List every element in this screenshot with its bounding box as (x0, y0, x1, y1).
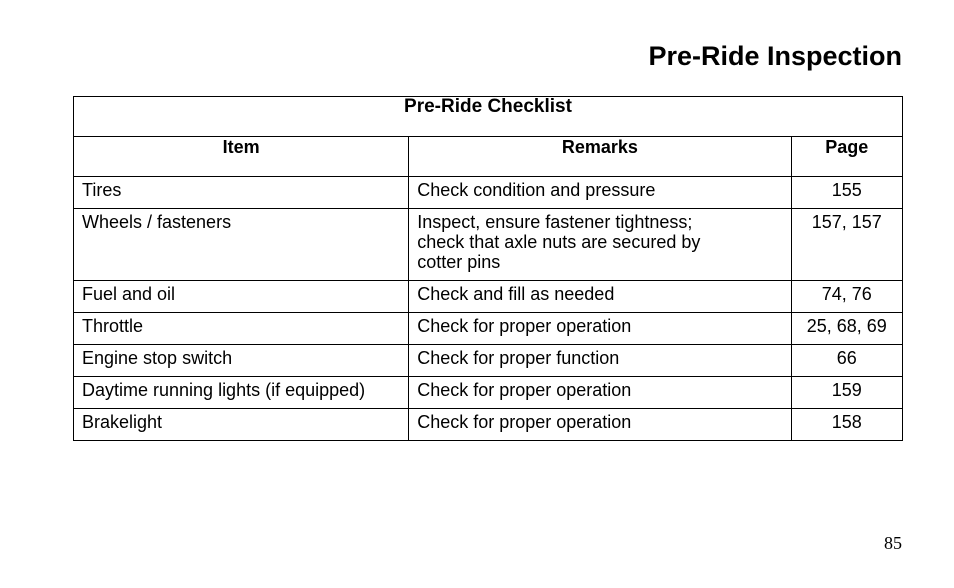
remarks-cell (409, 281, 791, 313)
page-cell: 158 (791, 409, 902, 441)
item-cell: Throttle (74, 313, 409, 345)
remark-line: Check for proper operation (417, 316, 632, 336)
column-header-item: Item (74, 137, 409, 177)
remark-line: check that axle nuts are secured by (417, 232, 701, 252)
page-title: Pre-Ride Inspection (648, 41, 902, 71)
remark-line: Check condition and pressure (417, 180, 656, 200)
item-cell: Wheels / fasteners (74, 209, 409, 281)
remark-line: Inspect, ensure fastener tightness; (417, 212, 693, 232)
remarks-cell (409, 209, 791, 281)
item-cell: Fuel and oil (74, 281, 409, 313)
item-cell: Brakelight (74, 409, 409, 441)
remarks-cell (409, 377, 791, 409)
table-row (74, 313, 903, 345)
table-row (74, 345, 903, 377)
table-row (74, 377, 903, 409)
remark-line: Check for proper operation (417, 380, 632, 400)
remark-line: Check for proper function (417, 348, 620, 368)
page-cell: 66 (791, 345, 902, 377)
column-header-page: Page (791, 137, 902, 177)
column-header-remarks: Remarks (409, 137, 791, 177)
page-number: 85 (884, 533, 902, 553)
remarks-cell (409, 409, 791, 441)
remark-line: Check and fill as needed (417, 284, 615, 304)
remarks-cell (409, 313, 791, 345)
page-cell: 159 (791, 377, 902, 409)
table-caption-row (74, 97, 903, 137)
pre-ride-checklist-table (73, 96, 903, 441)
table-row (74, 177, 903, 209)
table-row (74, 209, 903, 281)
item-cell: Daytime running lights (if equipped) (74, 377, 409, 409)
remarks-cell (409, 177, 791, 209)
table-row (74, 409, 903, 441)
remark-line: Check for proper operation (417, 412, 632, 432)
page-cell: 157, 157 (791, 209, 902, 281)
item-cell: Tires (74, 177, 409, 209)
remark-line: cotter pins (417, 252, 501, 272)
table-caption: Pre-Ride Checklist (74, 97, 903, 137)
page-cell: 25, 68, 69 (791, 313, 902, 345)
page-cell: 74, 76 (791, 281, 902, 313)
table-row (74, 281, 903, 313)
table-header-row (74, 137, 903, 177)
remarks-cell (409, 345, 791, 377)
item-cell: Engine stop switch (74, 345, 409, 377)
page-cell: 155 (791, 177, 902, 209)
